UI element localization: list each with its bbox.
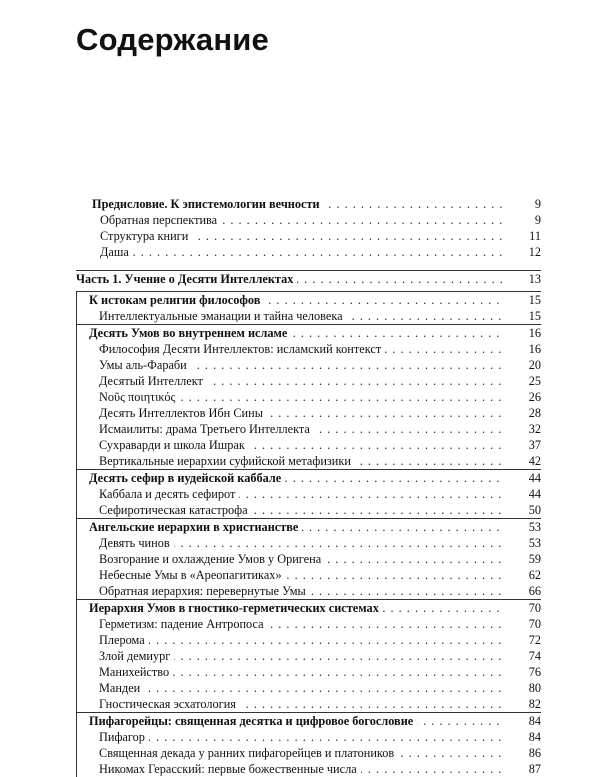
- toc-entry[interactable]: [77, 680, 541, 696]
- toc-page-number: 84: [528, 730, 541, 744]
- toc-page-number: 20: [528, 358, 541, 372]
- toc-page-number: 16: [528, 326, 541, 340]
- toc-page-number: 9: [534, 197, 541, 211]
- toc-entry[interactable]: [76, 228, 541, 244]
- toc-entry-label: Обратная перспектива: [100, 213, 221, 227]
- toc-entry-label: Десять Умов во внутреннем исламе: [89, 326, 291, 340]
- table-of-contents: [76, 196, 541, 777]
- toc-page-number: 70: [528, 617, 541, 631]
- toc-entry-label: Обратная иерархия: перевернутые Умы: [99, 584, 310, 598]
- toc-page-number: 15: [528, 293, 541, 307]
- toc-entry[interactable]: [76, 212, 541, 228]
- toc-entry-label: Никомах Герасский: первые божественные числа: [99, 762, 361, 776]
- toc-entry-label: Часть 1. Учение о Десяти Интеллектах: [76, 272, 297, 286]
- toc-entry-label: Злой демиург: [99, 649, 174, 663]
- toc-section[interactable]: [77, 470, 541, 486]
- toc-page-number: 9: [534, 213, 541, 227]
- toc-entry-label: Предисловие. К эпистемологии вечности: [92, 197, 324, 211]
- toc-entry[interactable]: [77, 502, 541, 518]
- toc-page-number: 80: [528, 681, 541, 695]
- toc-entry-label: Небесные Умы в «Ареопагитиках»: [99, 568, 286, 582]
- toc-entry-label: Интеллектуальные эманации и тайна человека: [99, 309, 347, 323]
- toc-page-number: 50: [528, 503, 541, 517]
- toc-section-group: [76, 325, 541, 469]
- toc-page-number: 62: [528, 568, 541, 582]
- toc-entry-label: Пифагорейцы: священная десятка и цифровое богословие: [89, 714, 417, 728]
- toc-entry-label: Иерархия Умов в гностико-герметических системах: [89, 601, 383, 615]
- toc-section-group: [76, 713, 541, 777]
- toc-page-number: 15: [528, 309, 541, 323]
- toc-section[interactable]: [77, 600, 541, 616]
- toc-page-number: 86: [528, 746, 541, 760]
- toc-entry-label: Десять сефир в иудейской каббале: [89, 471, 285, 485]
- toc-page-number: 72: [528, 633, 541, 647]
- toc-entry[interactable]: [77, 389, 541, 405]
- toc-entry-preface[interactable]: [76, 196, 541, 212]
- toc-section[interactable]: [77, 325, 541, 341]
- toc-entry-label: Νοῦς ποιητικός: [99, 390, 179, 404]
- toc-entry[interactable]: [77, 616, 541, 632]
- toc-section[interactable]: [77, 519, 541, 535]
- toc-entry[interactable]: [77, 373, 541, 389]
- toc-entry-label: Герметизм: падение Антропоса: [99, 617, 268, 631]
- toc-section-group: [76, 470, 541, 518]
- page-title: Содержание: [76, 22, 269, 57]
- toc-page-number: 44: [528, 471, 541, 485]
- toc-page-number: 53: [528, 536, 541, 550]
- toc-section-group: [76, 519, 541, 599]
- toc-entry-label: Гностическая эсхатология: [99, 697, 240, 711]
- toc-section-group: [76, 292, 541, 324]
- toc-entry[interactable]: [77, 486, 541, 502]
- toc-page-number: 66: [528, 584, 541, 598]
- toc-preface-group: [76, 196, 541, 260]
- toc-entry-label: К истокам религии философов: [89, 293, 264, 307]
- toc-page-number: 74: [528, 649, 541, 663]
- toc-entry[interactable]: [77, 551, 541, 567]
- toc-entry-label: Десятый Интеллект: [99, 374, 207, 388]
- toc-entry[interactable]: [77, 696, 541, 712]
- toc-page-number: 76: [528, 665, 541, 679]
- toc-section[interactable]: [77, 713, 541, 729]
- toc-entry[interactable]: [77, 308, 541, 324]
- toc-entry-label: Пифагор: [99, 730, 149, 744]
- toc-entry[interactable]: [77, 453, 541, 469]
- toc-page-number: 53: [528, 520, 541, 534]
- toc-section-group: [76, 600, 541, 712]
- toc-entry-label: Сухраварди и школа Ишрак: [99, 438, 249, 452]
- toc-entry-label: Священная декада у ранних пифагорейцев и платоников: [99, 746, 398, 760]
- toc-entry[interactable]: [77, 632, 541, 648]
- toc-entry[interactable]: [77, 761, 541, 777]
- toc-entry[interactable]: [77, 729, 541, 745]
- toc-entry[interactable]: [77, 745, 541, 761]
- toc-page-number: 70: [528, 601, 541, 615]
- toc-entry-label: Философия Десяти Интеллектов: исламский контекст: [99, 342, 385, 356]
- toc-entry-label: Сефиротическая катастрофа: [99, 503, 252, 517]
- toc-entry-label: Структура книги: [100, 229, 192, 243]
- toc-entry[interactable]: [77, 405, 541, 421]
- toc-page-number: 44: [528, 487, 541, 501]
- toc-entry-label: Вертикальные иерархии суфийской метафизики: [99, 454, 355, 468]
- toc-entry[interactable]: [77, 341, 541, 357]
- toc-page-number: 42: [528, 454, 541, 468]
- toc-entry-label: Даша: [100, 245, 133, 259]
- toc-page-number: 11: [529, 229, 541, 243]
- toc-entry[interactable]: [76, 244, 541, 260]
- toc-entry[interactable]: [77, 535, 541, 551]
- toc-page-number: 12: [528, 245, 541, 259]
- toc-page-number: 82: [528, 697, 541, 711]
- toc-page-number: 13: [528, 272, 541, 286]
- toc-page-number: 87: [528, 762, 541, 776]
- toc-entry-label: Возгорание и охлаждение Умов у Оригена: [99, 552, 325, 566]
- toc-entry-label: Умы аль-Фараби: [99, 358, 191, 372]
- toc-entry-label: Исмаилиты: драма Третьего Интеллекта: [99, 422, 314, 436]
- toc-page-number: 25: [528, 374, 541, 388]
- toc-entry-label: Мандеи: [99, 681, 144, 695]
- toc-page-number: 28: [528, 406, 541, 420]
- toc-entry-label: Десять Интеллектов Ибн Сины: [99, 406, 267, 420]
- toc-page-number: 59: [528, 552, 541, 566]
- toc-entry[interactable]: [77, 583, 541, 599]
- toc-entry[interactable]: [77, 357, 541, 373]
- toc-page-number: 84: [528, 714, 541, 728]
- toc-entry[interactable]: [77, 664, 541, 680]
- toc-page-number: 37: [528, 438, 541, 452]
- toc-entry[interactable]: [77, 567, 541, 583]
- toc-page-number: 26: [528, 390, 541, 404]
- toc-entry-label: Плерома: [99, 633, 149, 647]
- toc-entry[interactable]: [77, 421, 541, 437]
- toc-entry-part1[interactable]: [76, 271, 541, 287]
- toc-entry[interactable]: [77, 648, 541, 664]
- toc-entry-label: Манихейство: [99, 665, 173, 679]
- toc-section[interactable]: [77, 292, 541, 308]
- toc-entry-label: Ангельские иерархии в христианстве: [89, 520, 302, 534]
- toc-entry-label: Каббала и десять сефирот: [99, 487, 239, 501]
- toc-page-number: 16: [528, 342, 541, 356]
- toc-entry-label: Девять чинов: [99, 536, 174, 550]
- toc-page-number: 32: [528, 422, 541, 436]
- toc-entry[interactable]: [77, 437, 541, 453]
